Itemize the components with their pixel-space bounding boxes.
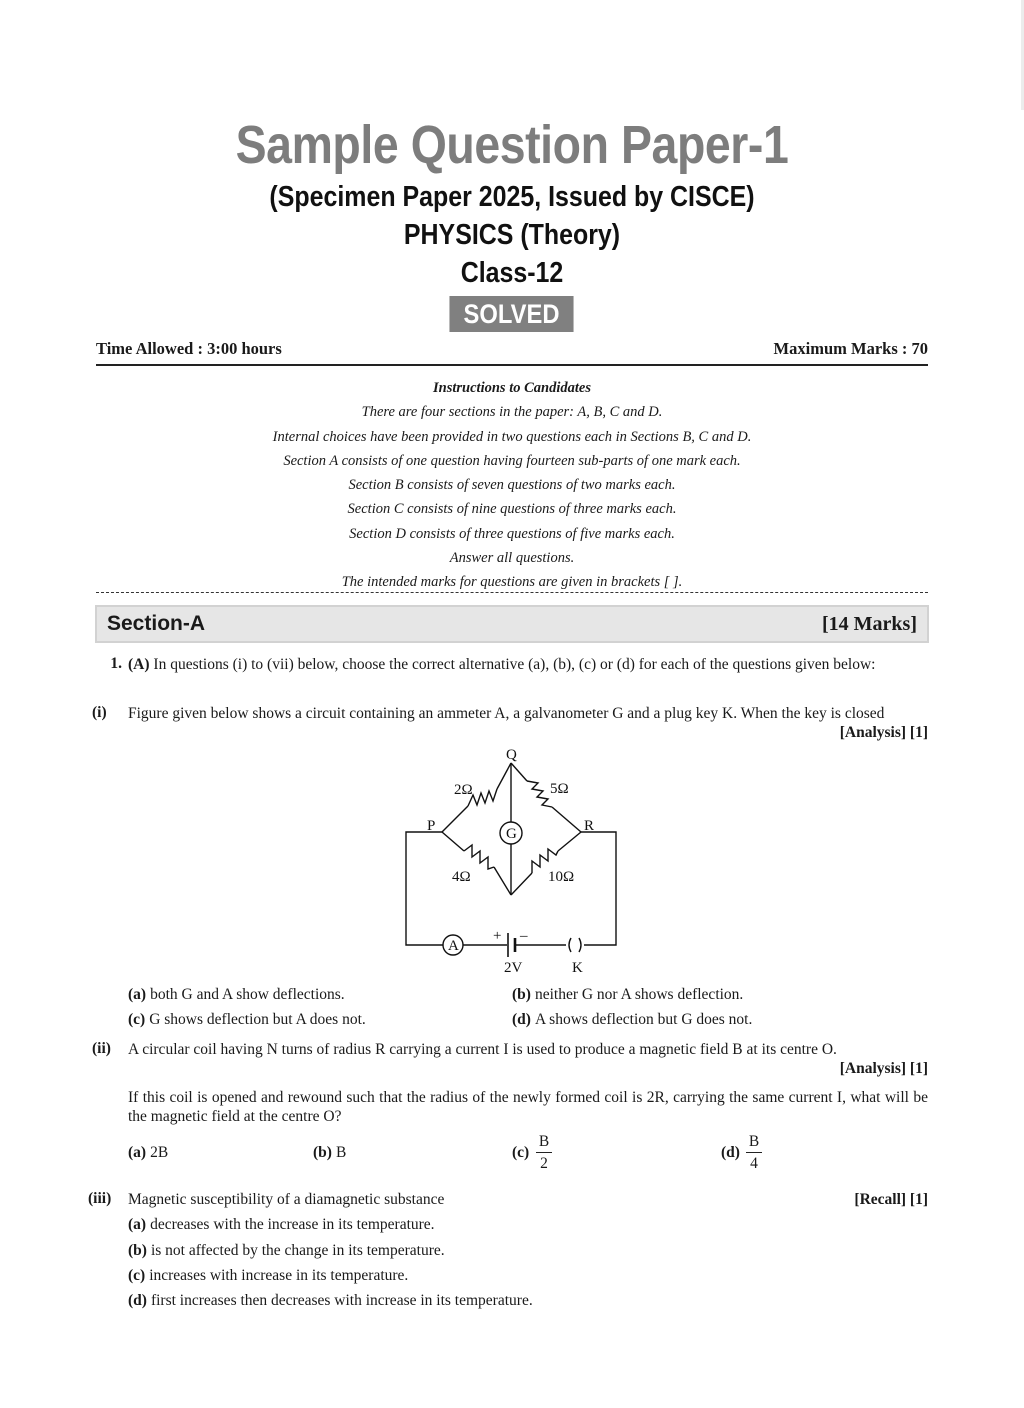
option-text: both G and A show deflections. (150, 986, 345, 1003)
option-text: increases with increase in its temperature. (149, 1267, 409, 1284)
option-text: is not affected by the change in its temperature. (150, 1242, 445, 1259)
question-number: 1. (110, 655, 122, 672)
paper-subject: PHYSICS (Theory) (403, 219, 621, 251)
option-label: (d) (128, 1292, 147, 1309)
question-i-option-c[interactable] (128, 1010, 366, 1029)
key-right-arc (579, 938, 581, 952)
instruction-line: Answer all questions. (449, 550, 575, 567)
paper-subtitle: (Specimen Paper 2025, Issued by CISCE) (269, 181, 755, 213)
instruction-line: Section A consists of one question having fourteen sub-parts of one mark each. (283, 452, 741, 469)
instructions-block (96, 376, 928, 595)
option-label: (a) (128, 986, 147, 1003)
option-text: G shows deflection but A does not. (149, 1011, 366, 1028)
fraction-b-over-4 (746, 1132, 762, 1173)
question-i-tag: [Analysis] [1] (839, 724, 928, 741)
solved-badge: SOLVED (450, 296, 574, 332)
option-label: (d) (721, 1144, 740, 1161)
fraction-numerator: B (538, 1133, 550, 1150)
question-iii-body: Magnetic susceptibility of a diamagnetic substance (128, 1191, 445, 1208)
question-ii-option-c[interactable] (512, 1143, 533, 1162)
node-r-label: R (584, 818, 595, 834)
key-left-arc (569, 938, 571, 952)
wire-pq (442, 806, 468, 832)
section-header-bar (95, 605, 929, 643)
resistor-2-ohm-label: 2Ω (454, 782, 473, 798)
question-1-body: In questions (i) to (vii) below, choose the correct alternative (a), (b), (c) or (d) for each of the questions given below: (153, 656, 876, 673)
question-ii-option-a[interactable] (128, 1143, 168, 1162)
wire-sr-top (558, 832, 581, 851)
wire-ps (442, 832, 464, 851)
question-ii-option-b[interactable] (313, 1143, 346, 1162)
question-part-label: (A) (128, 656, 150, 673)
question-iii-option-d[interactable] (128, 1291, 533, 1310)
question-ii-text-2: If this coil is opened and rewound such that the radius of the newly formed coil is 2R, carrying the same current I, what will be the magnetic field at the centre O? (128, 1089, 928, 1125)
question-i-body: Figure given below shows a circuit containing an ammeter A, a galvanometer G and a plug key K. When the key is closed (128, 705, 885, 722)
option-text: B (335, 1144, 347, 1161)
option-label: (b) (512, 986, 531, 1003)
instruction-line: Section C consists of nine questions of three marks each. (347, 501, 677, 518)
instruction-line: There are four sections in the paper: A, B, C and D. (361, 404, 663, 421)
wire-right-loop (581, 832, 616, 945)
question-1-text (128, 655, 928, 674)
option-label: (b) (128, 1242, 147, 1259)
question-i-option-a[interactable] (128, 985, 345, 1004)
option-label: (b) (313, 1144, 332, 1161)
option-text: decreases with the increase in its temperature. (150, 1216, 435, 1233)
paper-title: Sample Question Paper-1 (235, 115, 789, 175)
option-label: (a) (128, 1216, 147, 1233)
resistor-10-ohm-label: 10Ω (548, 869, 575, 885)
option-text: neither G nor A shows deflection. (534, 986, 744, 1003)
fraction-numerator: B (748, 1133, 760, 1150)
question-ii-number: (ii) (92, 1040, 111, 1057)
resistor-5-ohm (527, 781, 552, 807)
battery-plus-sign: + (493, 928, 502, 944)
option-label: (c) (128, 1267, 146, 1284)
option-label: (a) (128, 1144, 147, 1161)
question-iii-option-a[interactable] (128, 1215, 435, 1234)
fraction-b-over-2 (536, 1132, 552, 1173)
question-iii-option-c[interactable] (128, 1266, 408, 1285)
wire-ps-bottom (494, 867, 511, 895)
question-ii-tag: [Analysis] [1] (839, 1060, 928, 1077)
instruction-line: Internal choices have been provided in two questions each in Sections B, C and D. (272, 428, 752, 445)
option-label: (d) (512, 1011, 531, 1028)
dashed-divider (96, 592, 928, 593)
battery-minus-sign: – (520, 928, 528, 944)
ammeter-label: A (448, 938, 459, 954)
option-text: first increases then decreases with increase in its temperature. (150, 1292, 533, 1309)
question-i-option-d[interactable] (512, 1010, 752, 1029)
fraction-denominator: 2 (540, 1155, 548, 1172)
paper-header (0, 112, 1024, 332)
question-iii-number: (iii) (88, 1190, 112, 1207)
wire-qr-bottom (552, 807, 581, 832)
paper-meta-row (96, 339, 928, 366)
section-marks: [14 Marks] (822, 612, 917, 635)
fraction-denominator: 4 (750, 1155, 758, 1172)
instruction-line: Section B consists of seven questions of two marks each. (348, 477, 676, 494)
node-q-label: Q (506, 747, 517, 763)
fraction-bar (746, 1152, 762, 1153)
question-i-number: (i) (92, 704, 107, 721)
question-iii-option-b[interactable] (128, 1241, 445, 1260)
fraction-bar (536, 1152, 552, 1153)
battery-label: 2V (504, 960, 523, 976)
section-title: Section-A (107, 612, 206, 635)
option-text: A shows deflection but G does not. (534, 1011, 753, 1028)
question-i-option-b[interactable] (512, 985, 743, 1004)
option-label: (c) (512, 1144, 530, 1161)
wire-pq-top (497, 763, 511, 789)
question-iii-tag: [Recall] [1] (854, 1191, 928, 1208)
paper-class: Class-12 (460, 257, 564, 289)
wire-sr (511, 873, 532, 895)
circuit-diagram (380, 745, 640, 977)
instruction-line: Section D consists of three questions of five marks each. (349, 525, 675, 542)
key-label: K (572, 960, 583, 976)
option-label: (c) (128, 1011, 146, 1028)
galvanometer-label: G (506, 826, 517, 842)
resistor-5-ohm-label: 5Ω (550, 781, 569, 797)
instruction-line: The intended marks for questions are given in brackets [ ]. (341, 574, 683, 591)
wire-left-loop (406, 832, 443, 945)
question-ii-body: A circular coil having N turns of radius R carrying a current I is used to produce a magnetic field B at its centre O. (128, 1041, 837, 1058)
question-ii-text (128, 1040, 928, 1078)
node-p-label: P (427, 818, 436, 834)
maximum-marks: Maximum Marks : 70 (773, 339, 928, 358)
option-text: 2B (150, 1144, 169, 1161)
resistor-4-ohm (464, 845, 494, 869)
wire-qr (511, 763, 527, 781)
resistor-4-ohm-label: 4Ω (452, 869, 471, 885)
question-iii-text (128, 1190, 928, 1209)
instructions-heading: Instructions to Candidates (433, 380, 591, 396)
question-i-text (128, 704, 928, 742)
question-ii-option-d[interactable] (721, 1143, 744, 1162)
time-allowed: Time Allowed : 3:00 hours (96, 339, 282, 358)
